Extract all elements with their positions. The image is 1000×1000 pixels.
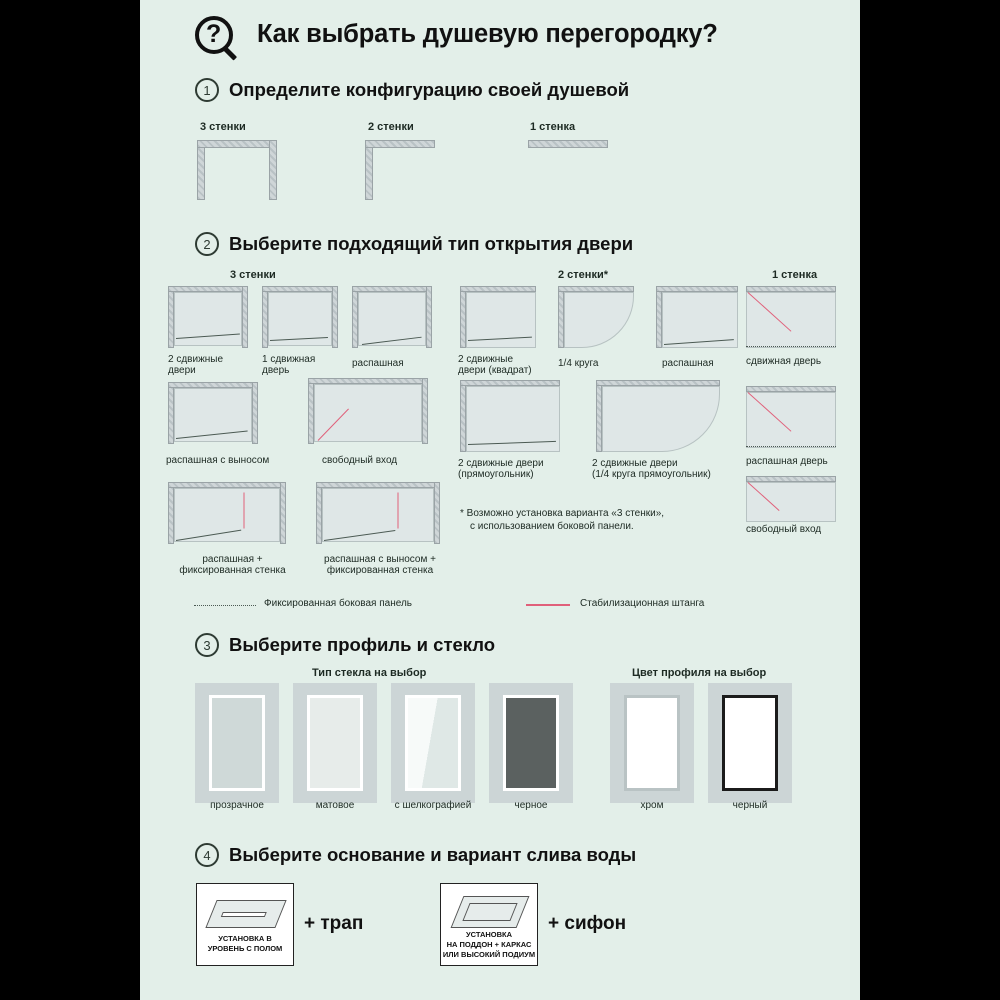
step2-label-3w-walkin: свободный вход: [322, 455, 398, 466]
step2-label-2w-qc-rect-1: 2 сдвижные двери: [592, 458, 678, 469]
step4-option-floor-level[interactable]: [196, 883, 294, 966]
step3-label-black-glass: черное: [514, 800, 548, 811]
step4-caption-1-line1: УСТАНОВКА В: [218, 934, 272, 943]
step4-caption-1-line2: УРОВЕНЬ С ПОЛОМ: [207, 944, 283, 953]
step2-label-2w-qc-rect-2: (1/4 круга прямоугольник): [592, 469, 711, 480]
step-4-title: Выберите основание и вариант слива воды: [229, 844, 637, 865]
step-3-title: Выберите профиль и стекло: [229, 634, 496, 655]
step2-label-3w-1sliding-1: 1 сдвижная: [262, 354, 316, 365]
step2-label-3w-1sliding-2: дверь: [262, 365, 290, 376]
legend-label-stabilizer: Стабилизационная штанга: [580, 598, 705, 609]
step-2-heading: [195, 232, 633, 256]
step2-footnote-line2: с использованием боковой панели.: [470, 521, 634, 532]
step1-label-1wall: 1 стенка: [530, 121, 576, 133]
poster-header: [195, 14, 835, 66]
step3-label-frosted: матовое: [315, 800, 355, 811]
step3-tile-black-profile[interactable]: [708, 683, 792, 803]
step-3-heading: [195, 633, 495, 657]
step2-label-2w-2sliding-2: двери (квадрат): [458, 365, 532, 376]
step2-label-1w-sliding: сдвижная дверь: [746, 356, 822, 367]
step2-footnote-line1: * Возможно установка варианта «3 стенки»,: [460, 508, 665, 519]
step2-label-2w-2sliding-1: 2 сдвижные: [458, 354, 514, 365]
step4-caption-2-line3: ИЛИ ВЫСОКИЙ ПОДИУМ: [442, 950, 536, 959]
step2-label-1w-swing: распашная дверь: [746, 456, 828, 467]
step4-option-tray[interactable]: [440, 883, 538, 966]
step3-tile-frosted[interactable]: [293, 683, 377, 803]
step2-label-2w-swing: распашная: [662, 358, 714, 369]
magnifier-question-icon: ?: [195, 16, 241, 62]
step2-label-2w-quartercircle: 1/4 круга: [558, 358, 599, 369]
step2-label-3w-swing-fixed-2: фиксированная стенка: [179, 565, 286, 576]
step-4-number: 4: [195, 843, 219, 867]
step-2-number: 2: [195, 232, 219, 256]
step4-caption-2-line2: НА ПОДДОН + КАРКАС: [446, 940, 532, 949]
step-1-number: 1: [195, 78, 219, 102]
step3-label-chrome: хром: [640, 800, 664, 811]
step2-label-3w-swing-offset: распашная с выносом: [166, 455, 270, 466]
step2-group-1wall: 1 стенка: [772, 269, 818, 281]
step3-label-transparent: прозрачное: [210, 800, 264, 811]
step3-tile-black-glass[interactable]: [489, 683, 573, 803]
step3-tile-silkscreen[interactable]: [391, 683, 475, 803]
step-2-title: Выберите подходящий тип открытия двери: [229, 233, 634, 254]
step2-label-1w-walkin: свободный вход: [746, 524, 822, 535]
step-3-number: 3: [195, 633, 219, 657]
step1-label-3walls: 3 стенки: [200, 121, 246, 133]
step2-label-3w-2sliding-2: двери: [168, 365, 196, 376]
step2-label-3w-swing-fixed-1: распашная +: [202, 554, 263, 565]
legend-pink-line: [526, 604, 570, 606]
step2-label-2w-2sliding-rect-1: 2 сдвижные двери: [458, 458, 544, 469]
step3-glass-group-label: Тип стекла на выбор: [312, 667, 427, 679]
step3-tile-chrome-profile[interactable]: [610, 683, 694, 803]
step3-label-black-profile: черный: [732, 800, 768, 811]
step4-caption-2-line1: УСТАНОВКА: [465, 930, 513, 939]
step-4-heading: [195, 843, 636, 867]
poster-canvas: [140, 0, 860, 1000]
step3-tile-transparent[interactable]: [195, 683, 279, 803]
step2-label-3w-swing-offset-fixed-2: фиксированная стенка: [326, 565, 434, 576]
step2-group-2walls: 2 стенки*: [558, 269, 608, 281]
step4-plus-siphon: + сифон: [548, 913, 627, 934]
legend-label-fixed-panel: Фиксированная боковая панель: [264, 598, 413, 609]
step3-label-silkscreen: с шелкографией: [394, 800, 472, 811]
step3-profile-group-label: Цвет профиля на выбор: [632, 667, 767, 679]
step2-group-3walls: 3 стенки: [230, 269, 276, 281]
step-1-heading: [195, 78, 629, 102]
step2-label-3w-2sliding-1: 2 сдвижные: [168, 354, 224, 365]
step-1-title: Определите конфигурацию своей душевой: [229, 79, 630, 100]
step2-label-3w-swing-offset-fixed-1: распашная с выносом +: [324, 554, 436, 565]
page-title: Как выбрать душевую перегородку?: [257, 20, 718, 48]
step2-label-3w-swing: распашная: [352, 358, 404, 369]
step1-label-2walls: 2 стенки: [368, 121, 414, 133]
legend-dotted-line: [194, 605, 256, 606]
step2-label-2w-2sliding-rect-2: (прямоугольник): [458, 469, 534, 480]
step4-plus-trap: + трап: [304, 913, 364, 934]
